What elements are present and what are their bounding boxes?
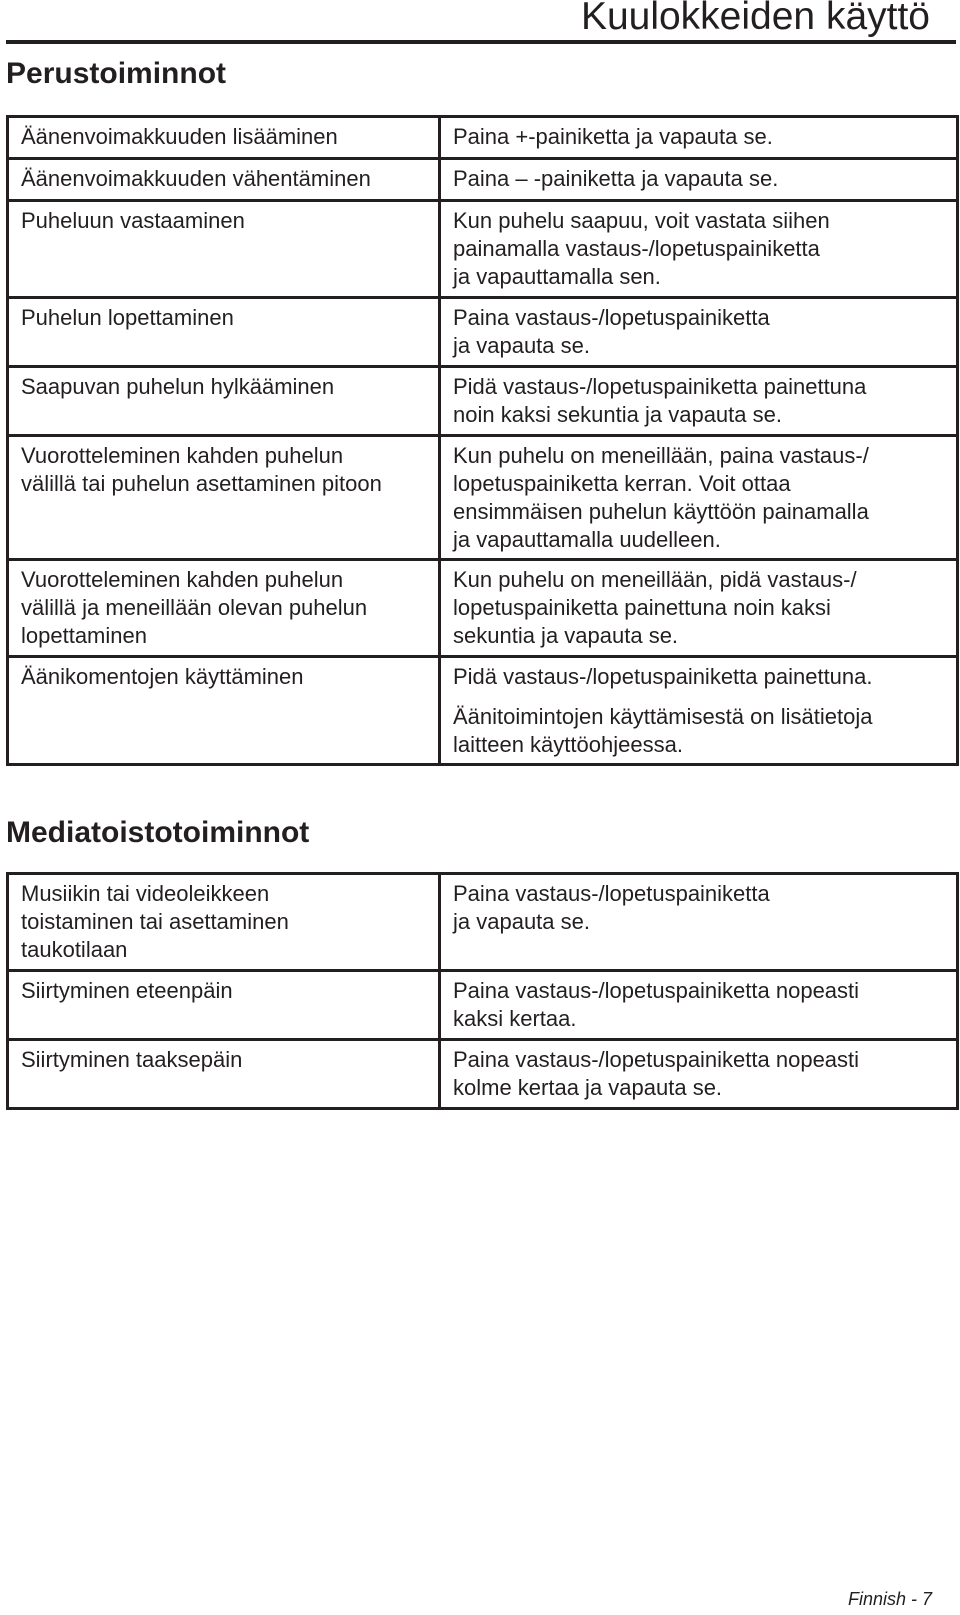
section-title-basic-functions: Perustoiminnot xyxy=(6,57,227,90)
action-cell: Kun puhelu saapuu, voit vastata siihen painamalla vastaus-/lopetuspainiketta ja vapauttamalla sen. xyxy=(440,201,958,298)
table-row xyxy=(8,201,958,298)
page-footer-label: Finnish - 7 xyxy=(847,1589,932,1609)
action-cell: Paina vastaus-/lopetuspainiketta ja vapauta se. xyxy=(440,298,958,367)
action-cell xyxy=(440,657,958,765)
function-cell: Saapuvan puhelun hylkääminen xyxy=(8,367,440,436)
function-cell: Puhelun lopettaminen xyxy=(8,298,440,367)
table-row xyxy=(8,117,958,159)
table-row xyxy=(8,874,958,971)
media-functions-table xyxy=(6,872,959,1110)
table-row xyxy=(8,436,958,560)
table-row xyxy=(8,367,958,436)
basic-functions-table xyxy=(6,115,959,766)
function-cell: Vuorotteleminen kahden puhelun välillä tai puhelun asettaminen pitoon xyxy=(8,436,440,560)
function-cell: Musiikin tai videoleikkeen toistaminen tai asettaminen taukotilaan xyxy=(8,874,440,971)
function-cell: Siirtyminen taaksepäin xyxy=(8,1040,440,1109)
function-cell: Äänenvoimakkuuden vähentäminen xyxy=(8,159,440,201)
table-row xyxy=(8,657,958,765)
function-cell: Puheluun vastaaminen xyxy=(8,201,440,298)
action-cell: Kun puhelu on meneillään, pidä vastaus-/ lopetuspainiketta painettuna noin kaksi sekuntia ja vapauta se. xyxy=(440,560,958,657)
table-row xyxy=(8,159,958,201)
header-rule xyxy=(6,40,956,44)
action-cell: Paina vastaus-/lopetuspainiketta nopeasti kaksi kertaa. xyxy=(440,971,958,1040)
action-text: Pidä vastaus-/lopetuspainiketta painettuna. xyxy=(453,664,873,689)
function-cell: Äänenvoimakkuuden lisääminen xyxy=(8,117,440,159)
table-row xyxy=(8,1040,958,1109)
action-cell: Paina vastaus-/lopetuspainiketta ja vapauta se. xyxy=(440,874,958,971)
action-cell: Pidä vastaus-/lopetuspainiketta painettuna noin kaksi sekuntia ja vapauta se. xyxy=(440,367,958,436)
table-row xyxy=(8,298,958,367)
action-cell: Kun puhelu on meneillään, paina vastaus-/ lopetuspainiketta kerran. Voit ottaa ensimmäisen puhelun käyttöön painamalla ja vapauttamalla uudelleen. xyxy=(440,436,958,560)
action-cell: Paina +-painiketta ja vapauta se. xyxy=(440,117,958,159)
page-header-title: Kuulokkeiden käyttö xyxy=(580,0,930,38)
section-title-media-functions: Mediatoistotoiminnot xyxy=(6,816,310,849)
function-cell: Äänikomentojen käyttäminen xyxy=(8,657,440,765)
function-cell: Vuorotteleminen kahden puhelun välillä ja meneillään olevan puhelun lopettaminen xyxy=(8,560,440,657)
action-note: Äänitoimintojen käyttämisestä on lisätietoja laitteen käyttöohjeessa. xyxy=(453,704,873,757)
table-row xyxy=(8,971,958,1040)
action-cell: Paina vastaus-/lopetuspainiketta nopeasti kolme kertaa ja vapauta se. xyxy=(440,1040,958,1109)
function-cell: Siirtyminen eteenpäin xyxy=(8,971,440,1040)
action-cell: Paina – -painiketta ja vapauta se. xyxy=(440,159,958,201)
table-row xyxy=(8,560,958,657)
